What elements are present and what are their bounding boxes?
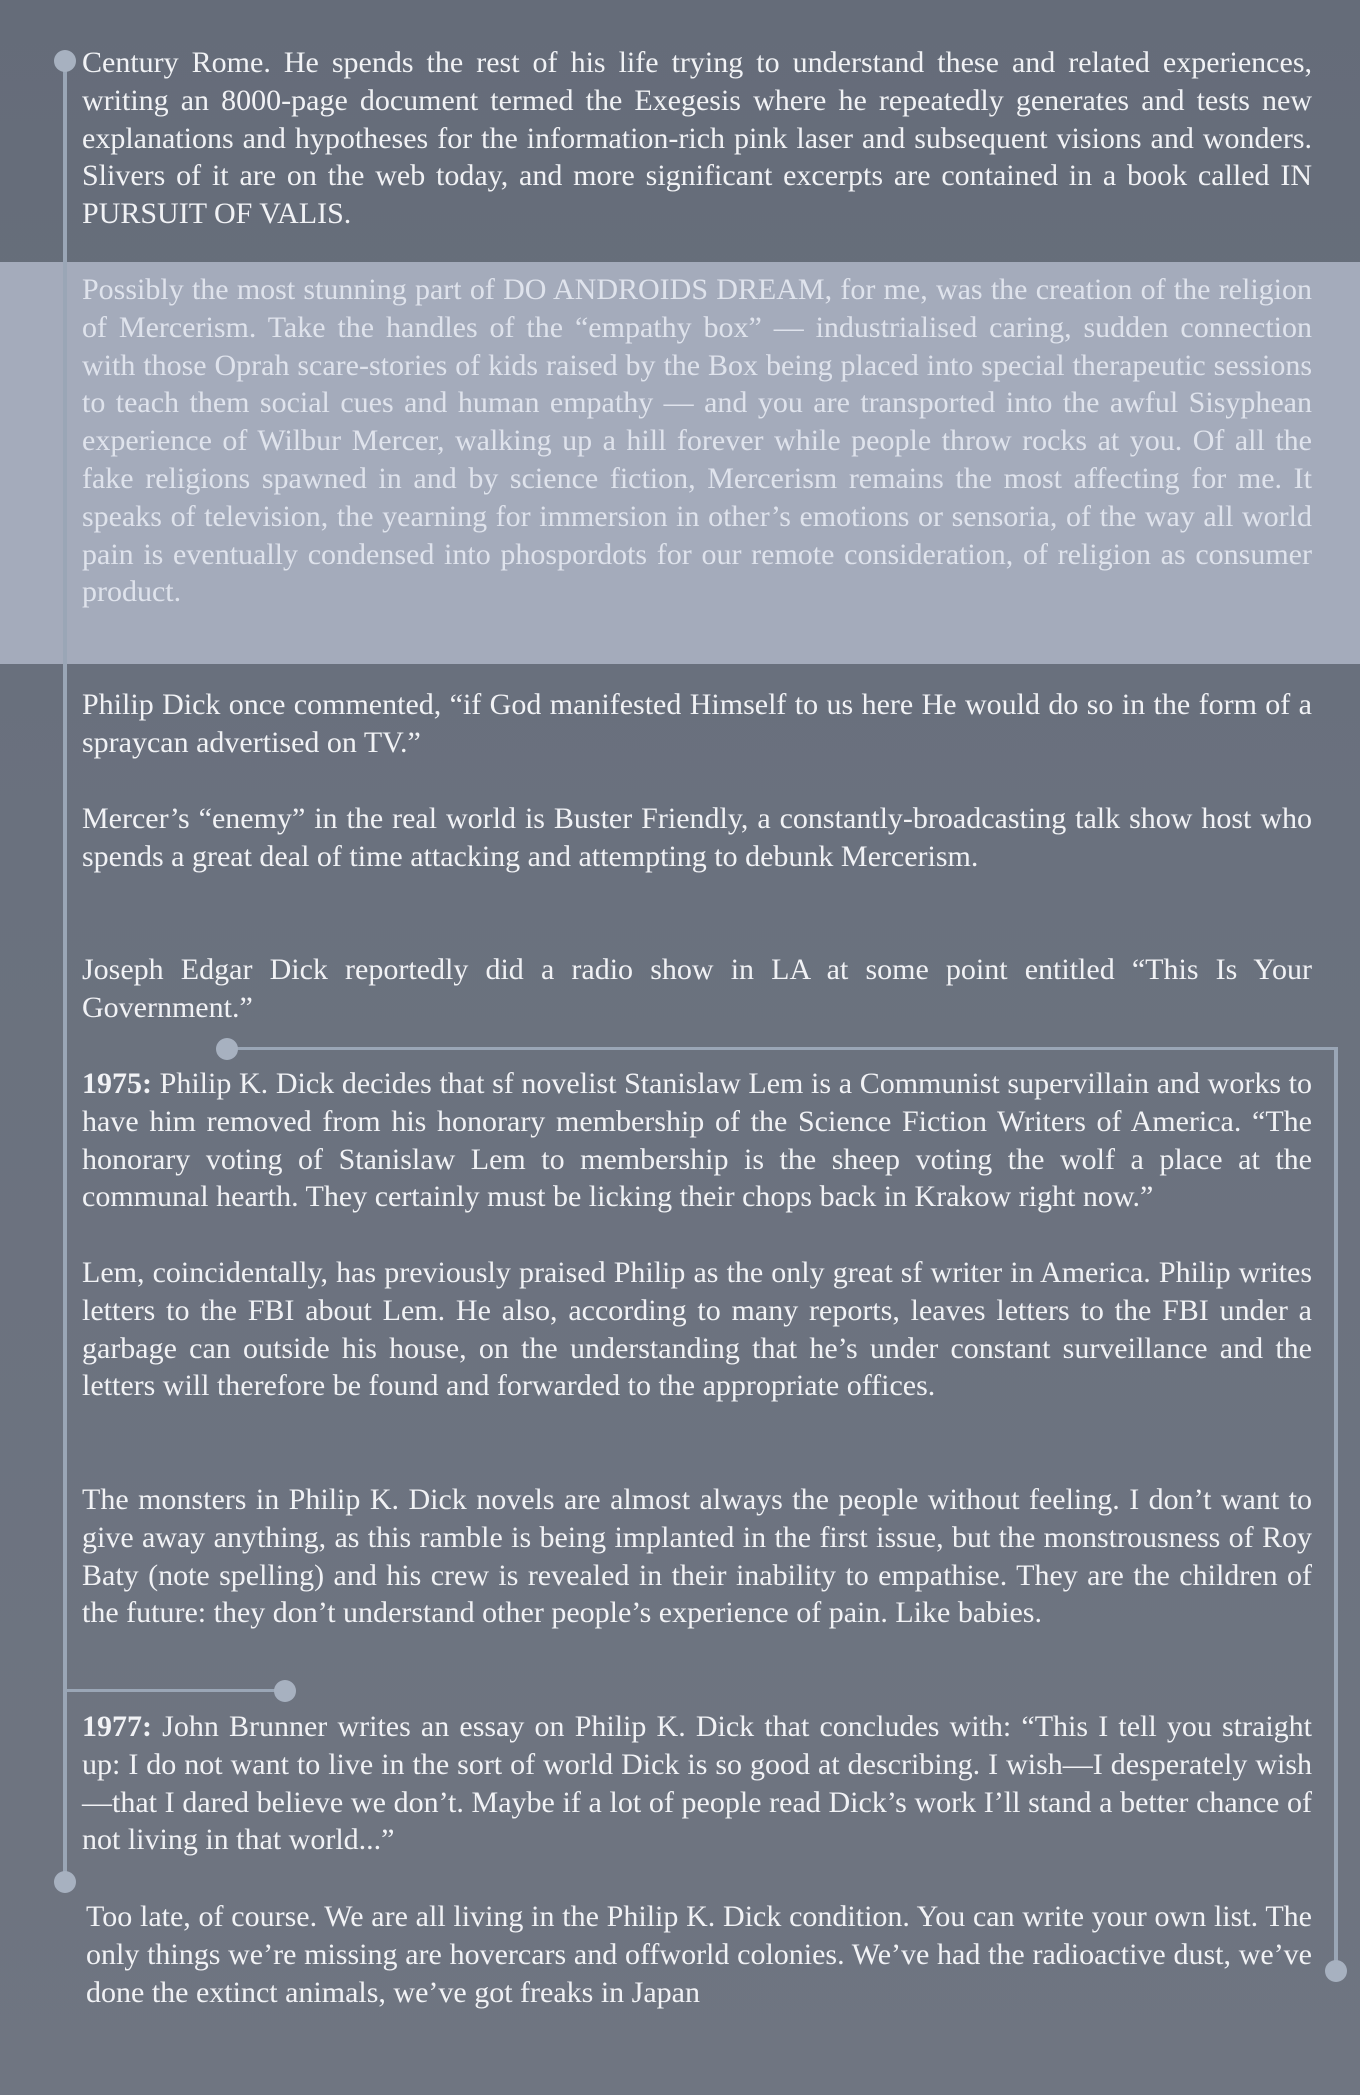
paragraph-spraycan-quote: Philip Dick once commented, “if God manifested Himself to us here He would do so in the form of a spraycan advertised on TV.” [82,688,1312,759]
rail-node-1975 [216,1038,238,1060]
paragraph-exegesis: Century Rome. He spends the rest of his life trying to understand these and related experiences, writing an 8000-page document termed the Exegesis where he repeatedly generates and tests new explanations and hypotheses for the information-rich pink laser and subsequent visions and wonders. Slivers of it are on the web today, and more significant excerpts are contained in a book called IN PURSUIT OF VALIS. [82,46,1312,231]
year-label-1977: 1977: [82,1710,152,1743]
paragraph-1977-body: John Brunner writes an essay on Philip K. Dick that concludes with: “This I tell you straight up: I do not want to live in the sort of world Dick is so good at describing. I wish—I desperately wish—that I dared believe we don’t. Maybe if a lot of people read Dick’s work I’ll stand a better chance of not living in that world...” [82,1710,1312,1857]
paragraph-mercerism: Possibly the most stunning part of DO ANDROIDS DREAM, for me, was the creation of the religion of Mercerism. Take the handles of the “empathy box” — industrialised caring, sudden connection with those Oprah scare-stories of kids raised by the Box being placed into special therapeutic sessions to teach them social cues and human empathy — and you are transported into the awful Sisyphean experience of Wilbur Mercer, walking up a hill forever while people throw rocks at you. Of all the fake religions spawned in and by science fiction, Mercerism remains the most affecting for me. It speaks of television, the yearning for immersion in other’s emotions or sensoria, of the way all world pain is eventually condensed into phospordots for our remote consideration, of religion as consumer product. [82,273,1312,609]
year-label-1975: 1975: [82,1067,152,1100]
right-rail [1334,1047,1338,1965]
connector-rail-1975 [226,1047,1337,1050]
rail-node-1977 [274,1680,296,1702]
paragraph-1977-brunner [82,1708,1312,1859]
paragraph-joseph-edgar-dick: Joseph Edgar Dick reportedly did a radio show in LA at some point entitled “This Is Your Government.” [82,953,1312,1024]
paragraph-monsters: The monsters in Philip K. Dick novels are almost always the people without feeling. I don’t want to give away anything, as this ramble is being implanted in the first issue, but the monstrousness of Roy Baty (note spelling) and his crew is revealed in their inability to empathise. They are the children of the future: they don’t understand other people’s experience of pain. Like babies. [82,1483,1312,1630]
rail-node-bottom-left [54,1871,76,1893]
left-rail [63,60,67,1885]
paragraph-buster-friendly: Mercer’s “enemy” in the real world is Buster Friendly, a constantly-broadcasting talk show host who spends a great deal of time attacking and attempting to debunk Mercerism. [82,802,1312,873]
paragraph-1975-body: Philip K. Dick decides that sf novelist Stanislaw Lem is a Communist supervillain and works to have him removed from his honorary membership of the Science Fiction Writers of America. “The honorary voting of Stanislaw Lem to membership is the sheep voting the wolf a place at the communal hearth. They certainly must be licking their chops back in Krakow right now.” [82,1067,1312,1214]
connector-rail-1977 [66,1689,284,1692]
rail-node-top-left [54,50,76,72]
rail-node-bottom-right [1325,1960,1347,1982]
paragraph-too-late: Too late, of course. We are all living in the Philip K. Dick condition. You can write your own list. The only things we’re missing are hovercars and offworld colonies. We’ve had the radioactive dust, we’ve done the extinct animals, we’ve got freaks in Japan [86,1900,1312,2009]
paragraph-lem-fbi-letters: Lem, coincidentally, has previously praised Philip as the only great sf writer in America. Philip writes letters to the FBI about Lem. He also, according to many reports, leaves letters to the FBI under a garbage can outside his house, on the understanding that he’s under constant surveillance and the letters will therefore be found and forwarded to the appropriate offices. [82,1256,1312,1403]
paragraph-1975-lem [82,1065,1312,1216]
